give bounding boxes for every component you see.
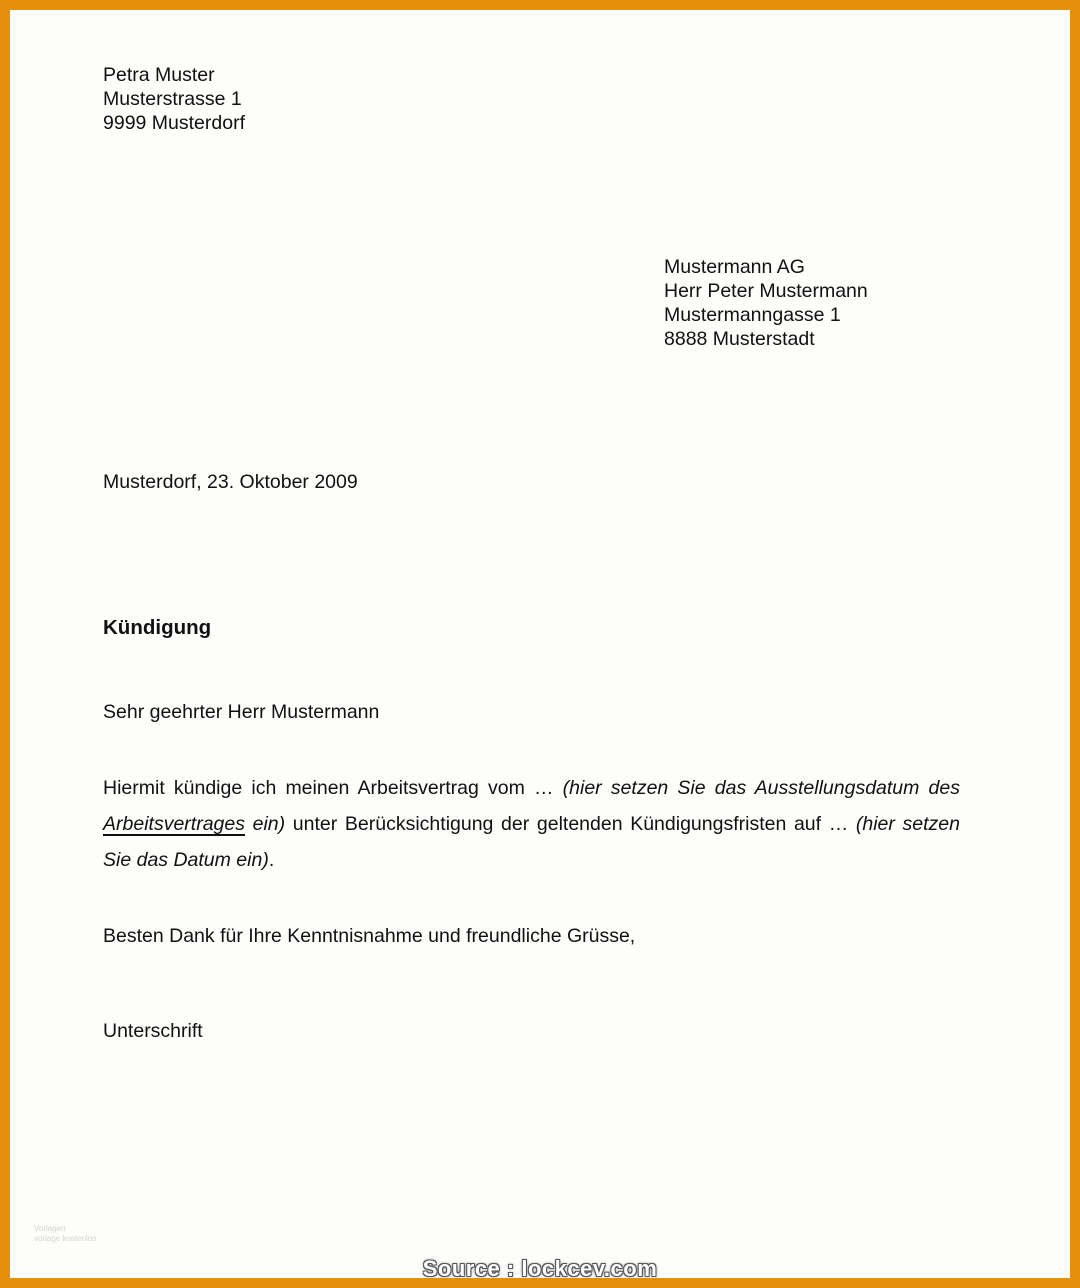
body-text-1: Hiermit kündige ich meinen Arbeitsvertrag vom … (103, 777, 563, 799)
sender-name: Petra Muster (103, 64, 215, 86)
source-caption: Source : lockcev.com (422, 1256, 658, 1281)
recipient-address (664, 255, 868, 351)
watermark-line-2: vorlage kostenlos (34, 1234, 97, 1243)
recipient-street: Mustermanngasse 1 (664, 304, 841, 326)
date-line: Musterdorf, 23. Oktober 2009 (103, 471, 358, 493)
recipient-city: 8888 Musterstadt (664, 328, 815, 350)
salutation: Sehr geehrter Herr Mustermann (103, 701, 380, 723)
closing-line: Besten Dank für Ihre Kenntnisnahme und freundliche Grüsse, (103, 925, 636, 947)
placeholder-hint-1: (hier setzen Sie das Ausstellungsdatum des (562, 777, 960, 799)
recipient-person: Herr Peter Mustermann (664, 280, 868, 302)
body-text-end: . (268, 849, 275, 871)
watermark-line-1: Vorlagen (34, 1224, 66, 1233)
placeholder-hint-2: ein) (244, 813, 286, 835)
letter-subject: Kündigung (103, 616, 212, 639)
signature-line: Unterschrift (103, 1020, 203, 1042)
body-text-2: unter Berücksichtigung der geltenden Kündigungsfristen auf … (285, 813, 856, 835)
placeholder-hint-3: (hier setzen Sie das Datum ein) (103, 813, 960, 871)
body-paragraph (103, 770, 960, 878)
placeholder-hint-underlined: Arbeitsvertrages (103, 813, 245, 835)
sender-address (103, 63, 245, 135)
sender-street: Musterstrasse 1 (103, 88, 242, 110)
faint-watermark (34, 1224, 96, 1244)
sender-city: 9999 Musterdorf (103, 112, 245, 134)
recipient-company: Mustermann AG (664, 256, 805, 278)
